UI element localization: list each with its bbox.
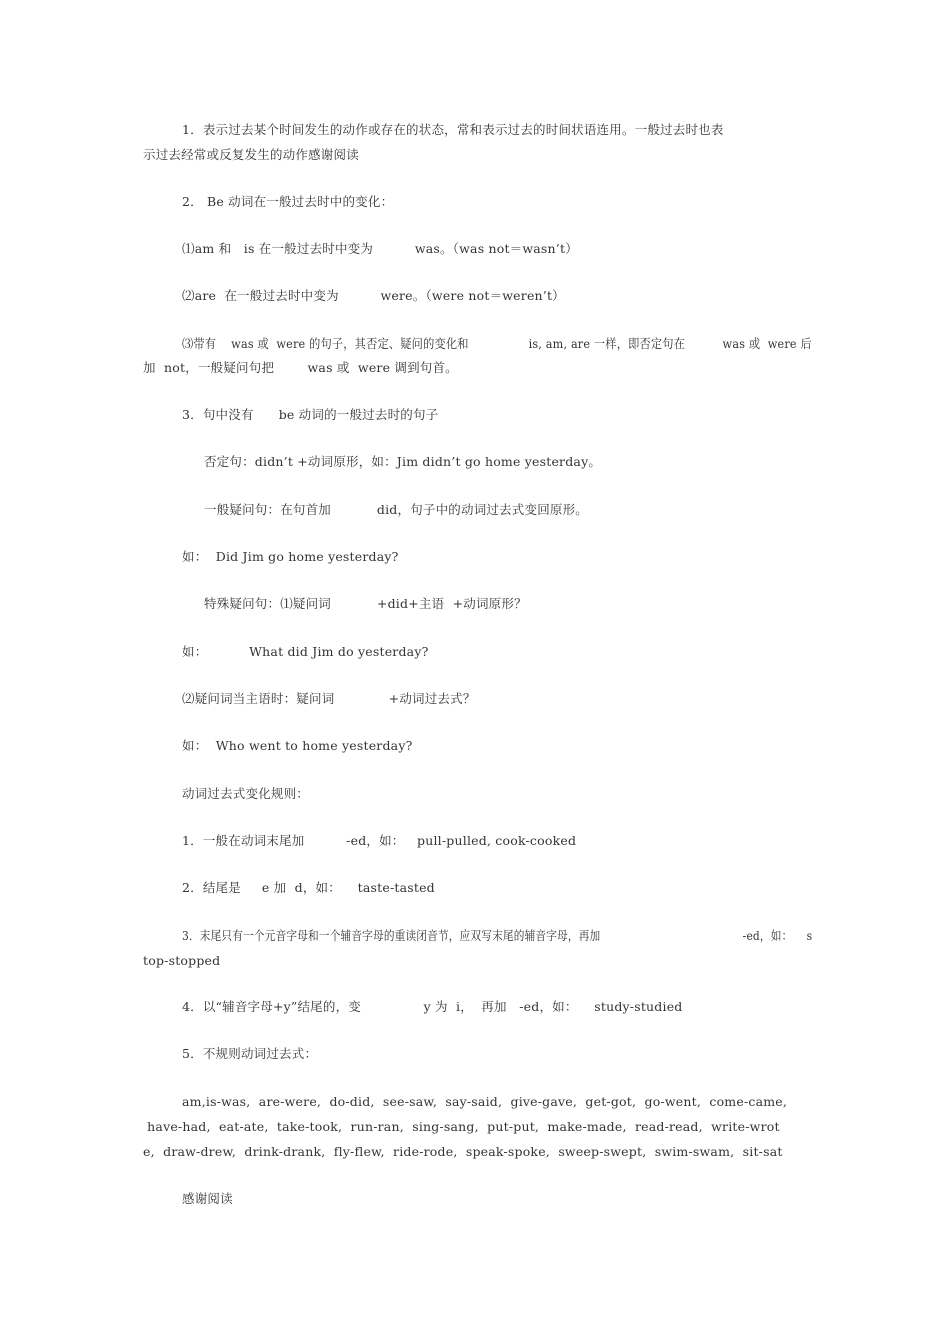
paragraph-line: ⑵are 在一般过去时中变为 were。（were not＝weren’t） — [182, 288, 565, 303]
rule-line: top-stopped — [143, 953, 221, 968]
example-line: 如： Did Jim go home yesterday? — [182, 549, 399, 564]
paragraph-line: 1．表示过去某个时间发生的动作或存在的状态，常和表示过去的时间状语连用。一般过去时也表 — [182, 122, 724, 137]
rule-line: 1．一般在动词末尾加 -ed，如： pull-pulled, cook-cooked — [182, 833, 577, 848]
section-heading: 2． Be 动词在一般过去时中的变化： — [182, 194, 394, 209]
irregular-verbs-line: am,is-was, are-were, do-did, see-saw, say-said, give-gave, get-got, go-went, come-came, — [182, 1094, 788, 1109]
closing-note: 感谢阅读 — [182, 1191, 233, 1206]
irregular-verbs-line: have-had, eat-ate, take-took, run-ran, sing-sang, put-put, make-made, read-read, write-wrot — [143, 1119, 780, 1134]
rule-line: 4．以“辅音字母+y”结尾的，变 y 为 i， 再加 -ed，如： study-studied — [182, 999, 683, 1014]
paragraph-line: ⑴am 和 is 在一般过去时中变为 was。（was not＝wasn’t） — [182, 241, 578, 256]
section-heading: 动词过去式变化规则： — [182, 786, 310, 801]
example-line: 如： What did Jim do yesterday? — [182, 644, 429, 659]
paragraph-line: ⑵疑问词当主语时：疑问词 +动词过去式？ — [182, 691, 476, 706]
paragraph-line: 一般疑问句：在句首加 did，句子中的动词过去式变回原形。 — [204, 502, 589, 517]
paragraph-line: ⑶带有 was 或 were 的句子，其否定、疑问的变化和 is, am, are 一样，即否定句在 was 或 were 后 — [182, 336, 812, 351]
paragraph-line: 加 not，一般疑问句把 was 或 were 调到句首。 — [143, 360, 458, 375]
paragraph-line: 否定句：didn’t +动词原形，如：Jim didn’t go home yesterday。 — [204, 454, 602, 469]
irregular-verbs-line: e, draw-drew, drink-drank, fly-flew, ride-rode, speak-spoke, sweep-swept, swim-swam, sit-sat — [143, 1144, 783, 1159]
rule-line: 3．末尾只有一个元音字母和一个辅音字母的重读闭音节，应双写末尾的辅音字母，再加 -ed，如： s — [182, 928, 813, 943]
paragraph-line: 特殊疑问句：⑴疑问词 +did+主语 +动词原形？ — [204, 596, 527, 611]
rule-line: 5．不规则动词过去式： — [182, 1046, 318, 1061]
paragraph-line: 示过去经常或反复发生的动作感谢阅读 — [143, 147, 359, 162]
example-line: 如： Who went to home yesterday? — [182, 738, 413, 753]
rule-line: 2．结尾是 e 加 d，如： taste-tasted — [182, 880, 435, 895]
section-heading: 3．句中没有 be 动词的一般过去时的句子 — [182, 407, 439, 422]
